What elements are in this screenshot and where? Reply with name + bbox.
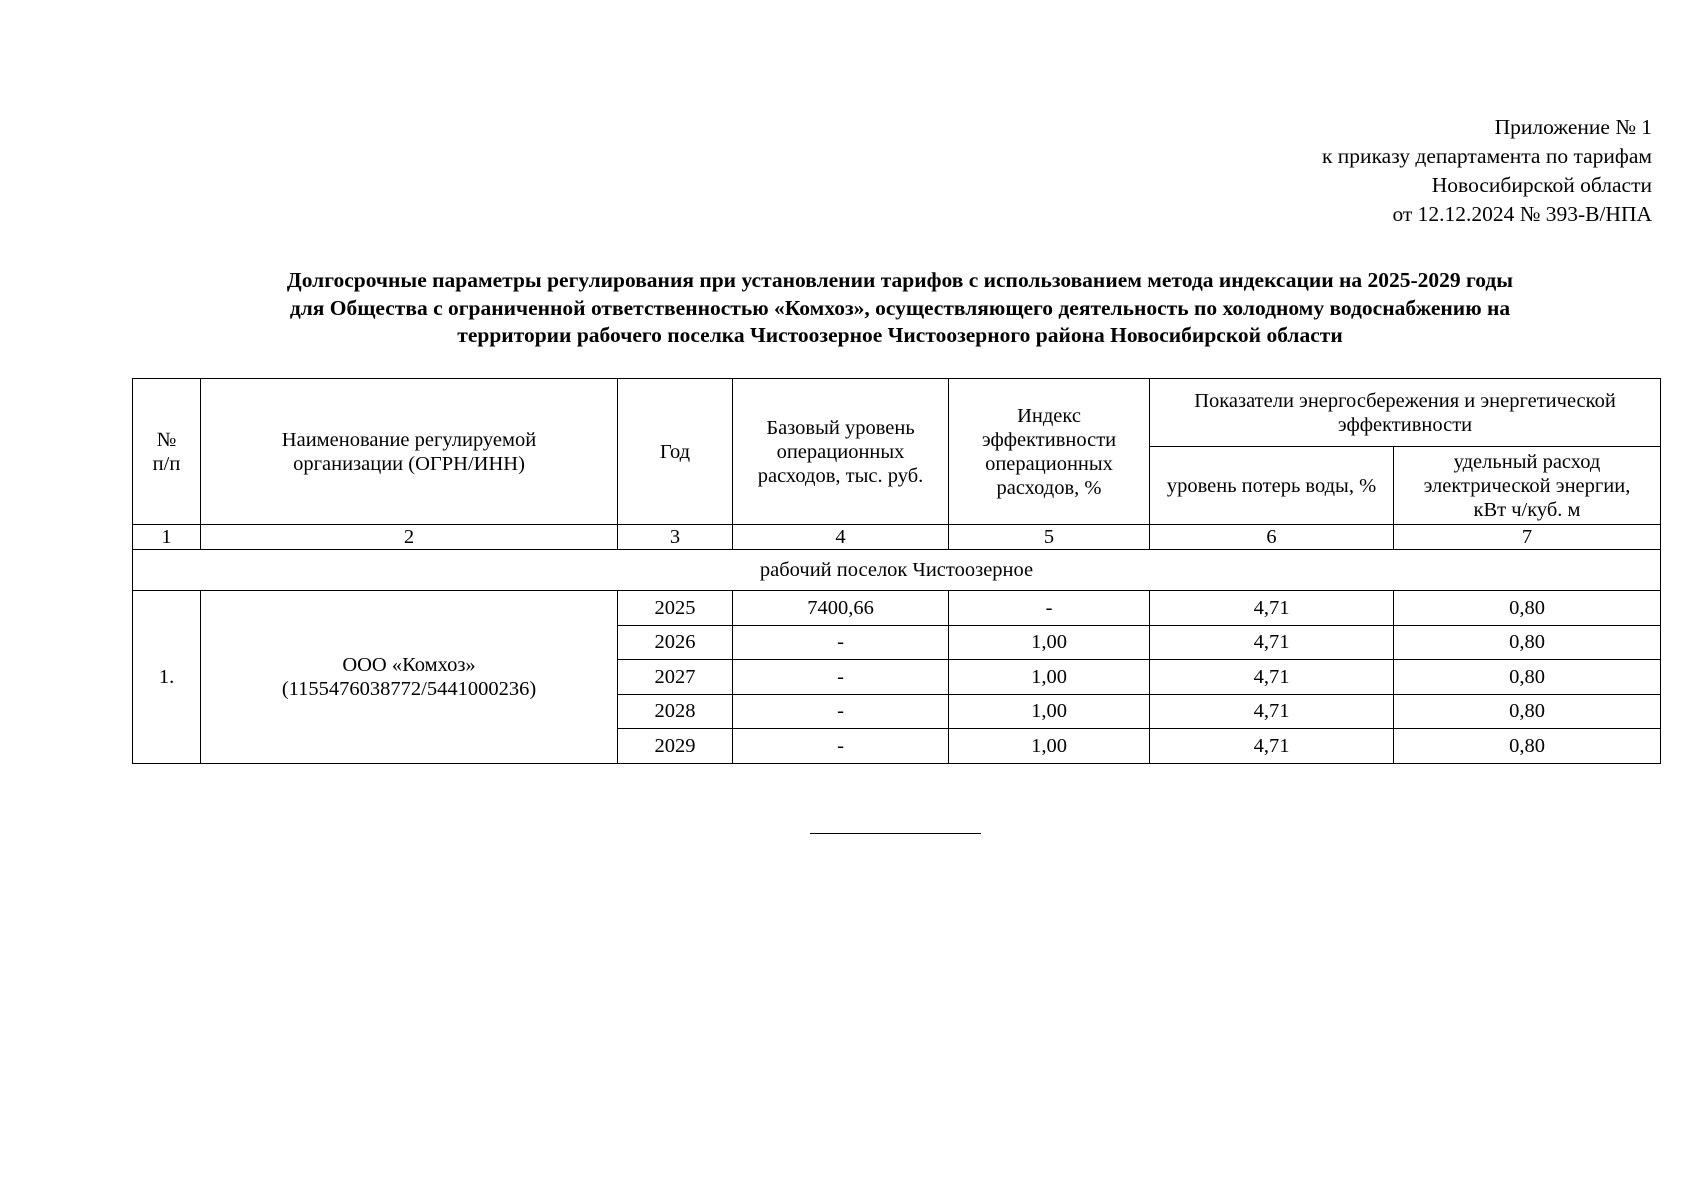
efficiency-index-cell: 1,00 — [949, 625, 1150, 660]
water-loss-cell: 4,71 — [1150, 591, 1394, 626]
power-use-cell: 0,80 — [1394, 694, 1661, 729]
header-year: Год — [618, 379, 733, 525]
header-row — [133, 379, 1661, 447]
power-use-cell: 0,80 — [1394, 660, 1661, 695]
title-line-2: для Общества с ограниченной ответственностью «Комхоз», осуществляющего деятельность по холодному водоснабжению на — [289, 295, 1511, 320]
header-base-opex: Базовый уровень операционных расходов, тыс. руб. — [733, 379, 949, 525]
year-cell: 2025 — [618, 591, 733, 626]
power-use-cell: 0,80 — [1394, 625, 1661, 660]
annex-block — [1322, 113, 1652, 229]
title-line-3: территории рабочего поселка Чистоозерное Чистоозерного района Новосибирской области — [457, 323, 1343, 347]
water-loss-cell: 4,71 — [1150, 660, 1394, 695]
column-number: 7 — [1394, 525, 1661, 550]
year-cell: 2029 — [618, 729, 733, 764]
column-number-row — [133, 525, 1661, 550]
header-efficiency-index: Индекс эффективности операционных расходов, % — [949, 379, 1150, 525]
table-row — [133, 591, 1661, 626]
location-label: рабочий поселок Чистоозерное — [133, 550, 1661, 591]
water-loss-cell: 4,71 — [1150, 729, 1394, 764]
column-number: 6 — [1150, 525, 1394, 550]
base-opex-cell: - — [733, 729, 949, 764]
org-ids: (1155476038772/5441000236) — [281, 677, 537, 700]
year-cell: 2028 — [618, 694, 733, 729]
location-row — [133, 550, 1661, 591]
column-number: 2 — [201, 525, 618, 550]
annex-order-ref: к приказу департамента по тарифам — [1321, 144, 1652, 168]
power-use-cell: 0,80 — [1394, 591, 1661, 626]
efficiency-index-cell: 1,00 — [949, 660, 1150, 695]
water-loss-cell: 4,71 — [1150, 694, 1394, 729]
header-energy-group: Показатели энергосбережения и энергетической эффективности — [1150, 379, 1661, 447]
year-cell: 2026 — [618, 625, 733, 660]
column-number: 3 — [618, 525, 733, 550]
base-opex-cell: - — [733, 660, 949, 695]
base-opex-cell: - — [733, 625, 949, 660]
column-number: 4 — [733, 525, 949, 550]
column-number: 5 — [949, 525, 1150, 550]
org-number: 1. — [133, 591, 201, 764]
org-cell — [201, 591, 618, 764]
efficiency-index-cell: 1,00 — [949, 729, 1150, 764]
header-power-use: удельный расход электрической энергии, кВт ч/куб. м — [1394, 447, 1661, 525]
parameters-table — [132, 378, 1661, 764]
base-opex-cell: - — [733, 694, 949, 729]
column-number: 1 — [133, 525, 201, 550]
header-num: № п/п — [133, 379, 201, 525]
efficiency-index-cell: - — [949, 591, 1150, 626]
org-name: ООО «Комхоз» — [342, 653, 476, 676]
end-divider-line — [810, 833, 981, 834]
water-loss-cell: 4,71 — [1150, 625, 1394, 660]
annex-region: Новосибирской области — [1431, 173, 1652, 197]
annex-date-number: от 12.12.2024 № 393-В/НПА — [1392, 202, 1652, 226]
power-use-cell: 0,80 — [1394, 729, 1661, 764]
document-title — [180, 267, 1620, 350]
annex-title: Приложение № 1 — [1494, 115, 1652, 139]
header-water-loss: уровень потерь воды, % — [1150, 447, 1394, 525]
base-opex-cell: 7400,66 — [733, 591, 949, 626]
year-cell: 2027 — [618, 660, 733, 695]
title-line-1: Долгосрочные параметры регулирования при установлении тарифов с использованием метода индексации на 2025-2029 годы — [286, 268, 1514, 292]
header-org: Наименование регулируемой организации (ОГРН/ИНН) — [201, 379, 618, 525]
efficiency-index-cell: 1,00 — [949, 694, 1150, 729]
